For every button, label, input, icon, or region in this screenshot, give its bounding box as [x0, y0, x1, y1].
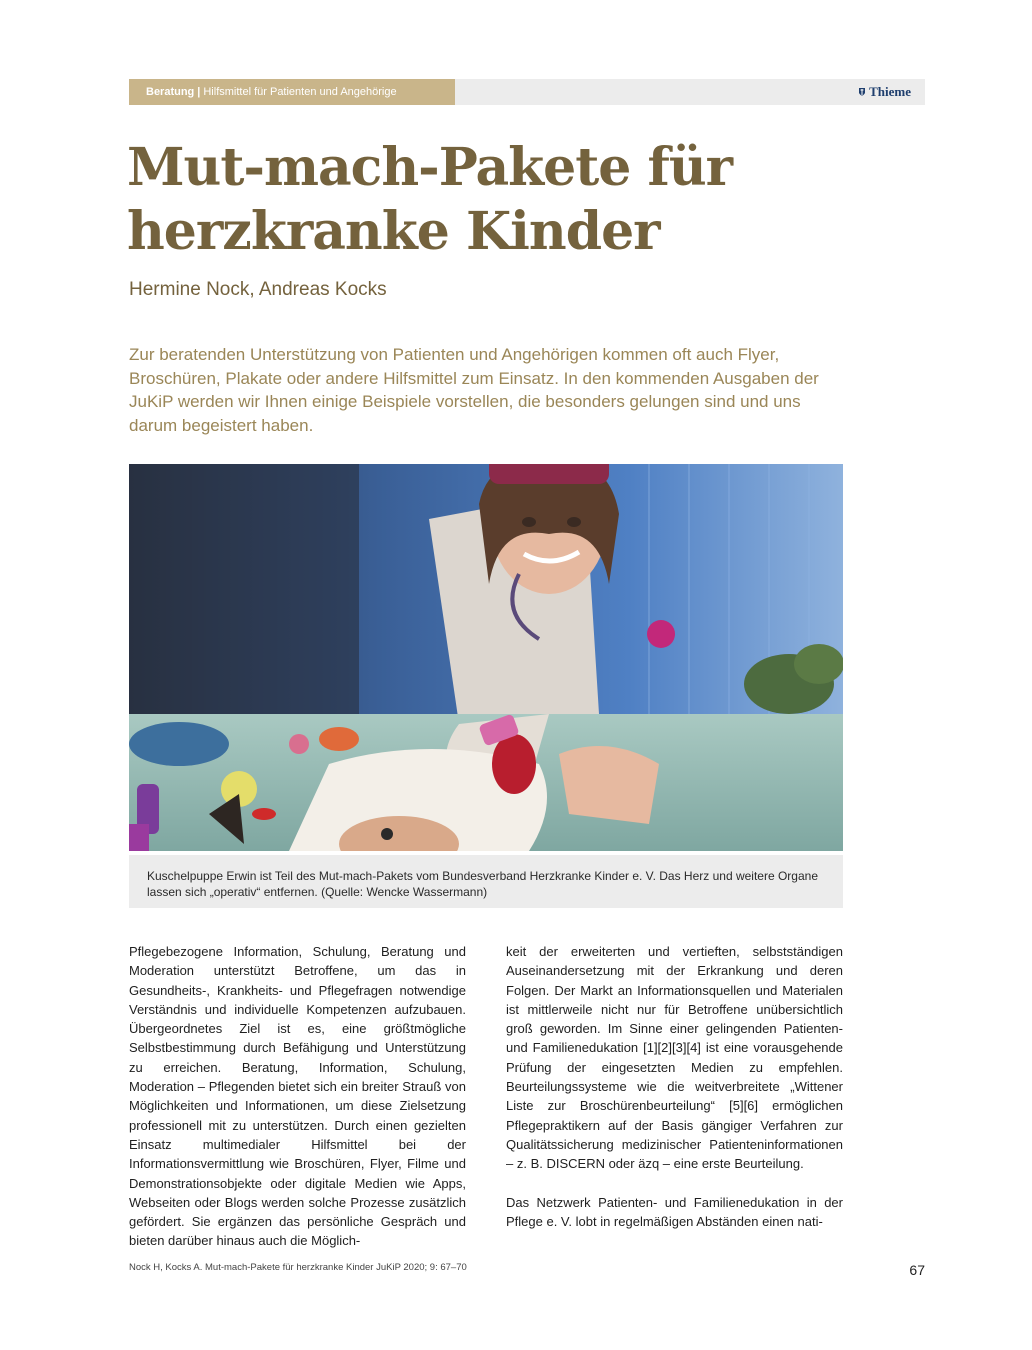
page-number: 67: [909, 1262, 925, 1278]
section-label: [129, 79, 455, 105]
publisher-name: Thieme: [869, 84, 911, 99]
figure-caption: Kuschelpuppe Erwin ist Teil des Mut-mach-Pakets vom Bundesverband Herzkranke Kinder e. V. Das Herz und weitere Organe lassen sich „operativ“ entfernen. (Quelle: Wencke Wassermann): [129, 855, 843, 908]
photo-illustration: [129, 464, 843, 851]
article-authors: Hermine Nock, Andreas Kocks: [129, 279, 387, 300]
article-photo: [129, 464, 843, 851]
section-name: Beratung: [146, 86, 195, 98]
body-paragraph: keit der erweiterten und vertieften, selbstständigen Auseinandersetzung mit der Erkrankung und deren Folgen. Der Markt an Informationsquellen und Materialen ist mittlerweile nicht nur für Betroffene unübersichtlich groß geworden. Im Sinne einer gelingenden Patienten- und Familienedukation [1][2][3][4] ist eine vorausgehende Prüfung der eingesetzten Medien zu empfehlen. Beurteilungssysteme wie die weitverbreitete „Wittener Liste zur Broschürenbeurteilung“ [5][6] ermöglichen Pflegepraktikern auf der Basis gängiger Verfahren zur Qualitätssicherung medizinischer Patienteninformationen – z. B. DISCERN oder äzq – eine erste Beurteilung.: [506, 944, 843, 1172]
article-title: Mut-mach-Pakete für herzkranke Kinder: [127, 137, 733, 262]
article-lead: Zur beratenden Unterstützung von Patienten und Angehörigen kommen oft auch Flyer, Broschüren, Plakate oder andere Hilfsmittel zum Einsatz. In den kommenden Ausgaben der JuKiP werden wir Ihnen einige Beispiele vorstellen, die besonders gelungen sind und uns darum begeistert haben.: [129, 345, 819, 435]
body-column-left: [129, 942, 466, 1270]
running-header: [129, 79, 925, 105]
footer-citation: Nock H, Kocks A. Mut-mach-Pakete für herzkranke Kinder JuKiP 2020; 9: 67–70: [129, 1262, 467, 1273]
thieme-emblem-icon: [858, 87, 866, 98]
body-paragraph: Das Netzwerk Patienten- und Familienedukation in der Pflege e. V. lobt in regelmäßigen Abständen einen nati-: [506, 1194, 843, 1229]
body-column-right: [506, 942, 843, 1250]
subsection-name: Hilfsmittel für Patienten und Angehörige: [203, 86, 397, 98]
section-separator: |: [197, 86, 201, 98]
publisher-logo: [858, 79, 911, 105]
body-paragraph: Pflegebezogene Information, Schulung, Beratung und Moderation unterstützt Betroffene, um das in Gesundheits-, Krankheits- und Pflegefragen notwendige Verständnis und individuelle Kompetenzen aufzubauen. Übergeordnetes Ziel ist es, eine größtmögliche Selbstbestimmung durch Befähigung und Unterstützung zu erreichen. Beratung, Information, Schulung, Moderation – Pflegenden bietet sich ein breiter Strauß von Möglichkeiten und Informationen, um diese Zielsetzung professionell mit zu unterstützen. Durch einen gezielten Einsatz multimedialer Hilfsmittel bei der Informationsvermittlung wie Broschüren, Flyer, Filme und Demonstrationsobjekte oder digitale Medien wie Apps, Webseiten oder Blogs werden solche Prozesse zusätzlich gefördert. Sie ergänzen das persönliche Gespräch und bieten darüber hinaus auch die Möglich-: [129, 944, 466, 1249]
